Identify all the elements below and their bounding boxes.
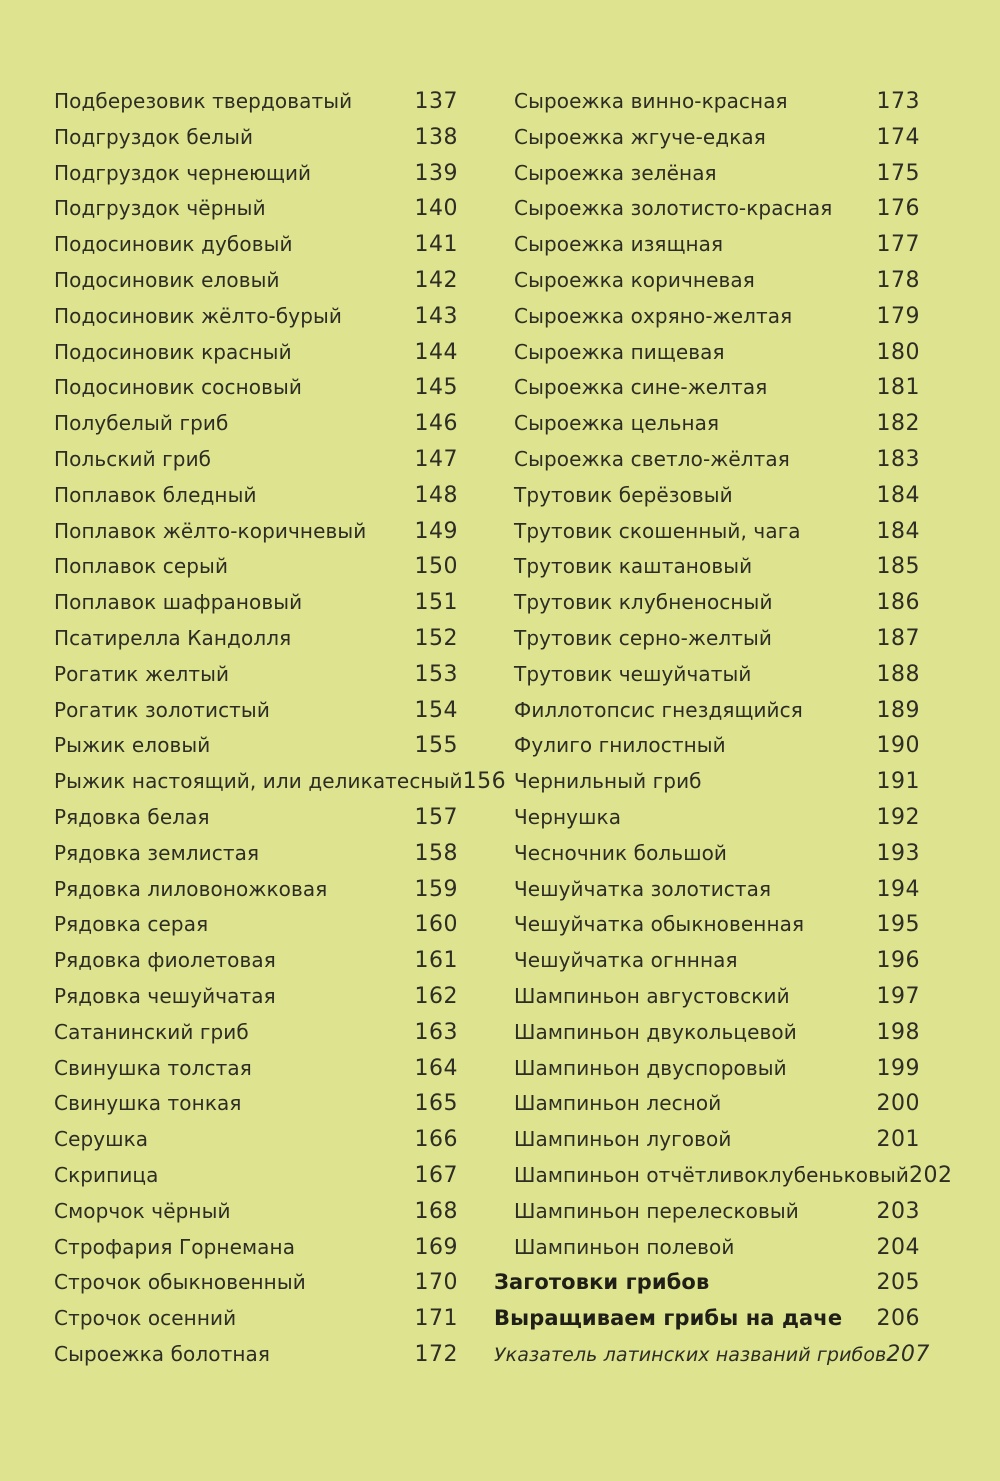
toc-entry-page-number: 206 [876,1306,920,1332]
toc-entry [494,120,920,156]
toc-entry [494,836,920,872]
toc-entry-page-number: 203 [876,1198,920,1224]
toc-entry [494,907,920,943]
toc-entry [54,872,458,908]
toc-entry-page-number: 159 [414,876,458,902]
toc-entry [494,872,920,908]
toc-entry-page-number: 139 [414,160,458,186]
toc-entry [494,227,920,263]
toc-entry-page-number: 157 [414,804,458,830]
toc-entry [494,764,920,800]
toc-entry-page-number: 148 [414,482,458,508]
toc-entry [54,299,458,335]
toc-entry-page-number: 146 [414,411,458,437]
toc-entry-title: Строчок обыкновенный [54,1270,306,1295]
toc-entry [54,335,458,371]
toc-entry-title: Поплавок серый [54,554,229,579]
toc-entry-page-number: 196 [876,948,920,974]
toc-entry-title: Подберезовик твердоватый [54,89,353,113]
toc-entry-page-number: 137 [414,89,458,114]
toc-entry [494,1051,920,1087]
toc-entry-page-number: 143 [414,303,458,329]
toc-entry-page-number: 175 [876,160,920,186]
toc-entry-page-number: 183 [876,446,920,472]
toc-entry-title: Рогатик желтый [54,661,230,686]
toc-entry-page-number: 179 [876,303,920,329]
toc-entry [494,1015,920,1051]
toc-entry-title: Поплавок жёлто-коричневый [54,518,367,543]
toc-entry-title: Подосиновик красный [54,339,292,364]
toc-entry-title: Серушка [54,1127,149,1152]
toc-entry-title: Указатель латинских названий грибов [494,1343,887,1366]
toc-entry [494,191,920,227]
toc-entry-title: Подгруздок чёрный [54,196,266,221]
toc-entry-page-number: 173 [876,89,920,114]
toc-entry [494,1230,920,1266]
toc-entry-title: Псатирелла Кандолля [54,625,292,650]
toc-entry-page-number: 181 [876,375,920,401]
toc-entry-title: Чешуйчатка огннная [514,948,738,973]
toc-entry [54,478,458,514]
toc-entry-page-number: 140 [414,196,458,222]
toc-entry-title: Рядовка лиловоножковая [54,876,328,901]
toc-entry-title: Шампиньон отчётливоклубеньковый [514,1162,909,1187]
toc-entry [494,406,920,442]
toc-entry [54,1337,458,1373]
toc-entry-page-number: 195 [876,912,920,938]
toc-entry-page-number: 147 [414,446,458,472]
toc-entry-page-number: 191 [876,769,920,795]
toc-entry-page-number: 176 [876,196,920,222]
toc-entry-title: Рядовка белая [54,804,210,829]
toc-entry [54,1086,458,1122]
toc-entry-title: Подосиновик сосновый [54,375,302,400]
toc-entry [54,621,458,657]
toc-entry-title: Строфария Горнемана [54,1234,296,1259]
toc-entry-page-number: 154 [414,697,458,723]
toc-entry-page-number: 189 [876,697,920,723]
toc-entry [54,370,458,406]
toc-entry [494,549,920,585]
toc-entry-title: Польский гриб [54,446,212,471]
toc-entry-title: Филлотопсис гнездящийся [514,697,803,722]
toc-entry [494,657,920,693]
toc-entry-page-number: 186 [876,590,920,616]
toc-entry-page-number: 163 [414,1019,458,1045]
toc-entry-title: Заготовки грибов [494,1270,710,1295]
toc-entry [54,1015,458,1051]
toc-entry-title: Шампиньон двуспоровый [514,1055,787,1080]
toc-entry-title: Подосиновик жёлто-бурый [54,303,343,328]
toc-entry-page-number: 197 [876,983,920,1009]
toc-entry-page-number: 190 [876,733,920,759]
toc-entry [494,1086,920,1122]
toc-entry-title: Рядовка землистая [54,840,260,865]
toc-entry-title: Свинушка тонкая [54,1091,242,1116]
toc-entry-page-number: 164 [414,1055,458,1081]
toc-entry [54,764,507,800]
toc-entry [494,693,920,729]
toc-entry-title: Трутовик каштановый [514,554,753,579]
toc-entry [494,442,920,478]
toc-entry [54,1301,458,1337]
toc-entry [494,1158,953,1194]
toc-entry-title: Трутовик серно-желтый [514,625,773,650]
toc-entry-title: Сыроежка зелёная [514,160,717,185]
toc-entry [54,800,458,836]
toc-entry-page-number: 152 [414,625,458,651]
toc-entry [494,335,920,371]
toc-entry [494,1301,920,1337]
toc-entry-page-number: 171 [414,1306,458,1332]
toc-entry-page-number: 192 [876,804,920,830]
toc-entry-page-number: 162 [414,983,458,1009]
toc-entry [494,1265,920,1301]
toc-entry-page-number: 166 [414,1127,458,1153]
toc-entry-title: Рядовка серая [54,912,209,937]
toc-entry-title: Сыроежка болотная [54,1341,271,1366]
toc-entry-page-number: 149 [414,518,458,544]
toc-entry [494,943,920,979]
toc-entry-page-number: 185 [876,554,920,580]
toc-entry-title: Подосиновик дубовый [54,232,293,257]
toc-entry [494,585,920,621]
toc-entry-page-number: 199 [876,1055,920,1081]
toc-entry-page-number: 170 [414,1270,458,1296]
toc-entry [494,370,920,406]
toc-entry-title: Поплавок бледный [54,482,257,507]
toc-entry-page-number: 198 [876,1019,920,1045]
toc-entry-title: Сыроежка светло-жёлтая [514,446,790,471]
toc-entry-page-number: 168 [414,1198,458,1224]
toc-entry [494,478,920,514]
toc-entry-title: Чесночник большой [514,840,728,865]
toc-entry [494,156,920,192]
toc-entry-page-number: 167 [414,1162,458,1188]
toc-entry [494,1122,920,1158]
toc-entry-page-number: 138 [414,124,458,150]
toc-entry [54,549,458,585]
toc-entry-title: Шампиньон полевой [514,1234,735,1259]
toc-entry-title: Строчок осенний [54,1306,237,1331]
toc-entry-title: Чернильный гриб [514,769,702,794]
toc-entry-title: Шампиньон августовский [514,983,790,1008]
toc-entry-title: Рыжик еловый [54,733,211,758]
toc-entry-title: Подгруздок белый [54,124,254,149]
toc-entry [54,693,458,729]
toc-entry-page-number: 178 [876,267,920,293]
toc-entry [494,263,920,299]
toc-entry [494,728,920,764]
toc-entry [54,1194,458,1230]
toc-entry-title: Поплавок шафрановый [54,590,303,615]
toc-entry-title: Трутовик берёзовый [514,482,733,507]
toc-entry-title: Подгруздок чернеющий [54,160,312,185]
toc-entry-title: Сыроежка пищевая [514,339,725,364]
toc-entry [494,84,920,120]
toc-entry [494,621,920,657]
toc-entry [54,1122,458,1158]
toc-entry-title: Полубелый гриб [54,411,229,436]
toc-entry-title: Сморчок чёрный [54,1198,231,1223]
toc-entry [54,979,458,1015]
toc-entry [494,1337,930,1373]
toc-entry [54,585,458,621]
toc-entry-title: Рогатик золотистый [54,697,270,722]
toc-entry-page-number: 160 [414,912,458,938]
toc-entry [54,657,458,693]
toc-entry-page-number: 187 [876,625,920,651]
toc-entry-title: Сыроежка цельная [514,411,720,436]
toc-entry-title: Чернушка [514,804,622,829]
toc-entry-title: Сыроежка изящная [514,232,724,257]
toc-entry-title: Чешуйчатка обыкновенная [514,912,805,937]
toc-entry-page-number: 144 [414,339,458,365]
toc-entry-page-number: 145 [414,375,458,401]
toc-entry [54,263,458,299]
toc-entry-title: Шампиньон лесной [514,1091,722,1116]
toc-entry [54,120,458,156]
toc-entry-title: Свинушка толстая [54,1055,252,1080]
toc-entry-title: Шампиньон луговой [514,1127,732,1152]
toc-entry-page-number: 169 [414,1234,458,1260]
toc-entry-title: Фулиго гнилостный [514,733,726,758]
toc-entry-page-number: 204 [876,1234,920,1260]
toc-entry-title: Чешуйчатка золотистая [514,876,772,901]
toc-entry [54,907,458,943]
toc-entry [54,406,458,442]
toc-entry-page-number: 188 [876,661,920,687]
toc-entry [54,84,458,120]
toc-entry-page-number: 201 [876,1127,920,1153]
toc-entry-page-number: 142 [414,267,458,293]
toc-entry-page-number: 177 [876,232,920,258]
toc-entry-page-number: 172 [414,1341,458,1367]
toc-entry [54,191,458,227]
toc-entry-title: Сатанинский гриб [54,1019,249,1044]
toc-entry-page-number: 202 [909,1162,953,1188]
toc-entry-page-number: 205 [876,1270,920,1296]
toc-entry [54,1265,458,1301]
toc-right-column [494,84,953,1373]
toc-entry [54,728,458,764]
toc-entry-title: Трутовик клубненосный [514,590,773,615]
toc-entry-page-number: 161 [414,948,458,974]
toc-entry [54,156,458,192]
toc-entry [54,227,458,263]
toc-entry [494,299,920,335]
toc-entry-page-number: 180 [876,339,920,365]
toc-left-column [54,84,507,1373]
toc-entry-page-number: 182 [876,411,920,437]
toc-entry [54,1051,458,1087]
toc-entry-title: Рыжик настоящий, или деликатесный [54,769,463,794]
toc-entry-title: Сыроежка сине-желтая [514,375,768,400]
toc-entry-page-number: 184 [876,518,920,544]
toc-entry-page-number: 165 [414,1091,458,1117]
toc-entry-title: Выращиваем грибы на даче [494,1306,843,1331]
toc-entry-page-number: 150 [414,554,458,580]
toc-entry-page-number: 153 [414,661,458,687]
toc-entry-title: Сыроежка жгуче-едкая [514,124,766,149]
toc-entry-page-number: 193 [876,840,920,866]
toc-entry [54,1230,458,1266]
toc-entry-title: Сыроежка охряно-желтая [514,303,793,328]
toc-entry-page-number: 207 [886,1341,930,1367]
toc-entry-page-number: 184 [876,482,920,508]
toc-entry [54,1158,458,1194]
toc-entry [54,943,458,979]
toc-entry-page-number: 194 [876,876,920,902]
toc-entry-page-number: 174 [876,124,920,150]
toc-entry-title: Шампиньон перелесковый [514,1198,799,1223]
toc-entry [54,514,458,550]
toc-entry-title: Трутовик чешуйчатый [514,661,752,686]
toc-entry-page-number: 158 [414,840,458,866]
toc-entry-page-number: 151 [414,590,458,616]
toc-entry [494,514,920,550]
toc-entry-title: Трутовик скошенный, чага [514,518,801,543]
toc-entry-page-number: 155 [414,733,458,759]
toc-entry [494,800,920,836]
toc-entry-title: Сыроежка коричневая [514,267,755,292]
toc-entry-page-number: 156 [462,769,507,795]
toc-entry-title: Сыроежка винно-красная [514,89,788,113]
toc-entry-page-number: 200 [876,1091,920,1117]
toc-entry-title: Шампиньон двукольцевой [514,1019,797,1044]
toc-entry [54,836,458,872]
toc-entry-page-number: 141 [414,232,458,258]
toc-entry-title: Подосиновик еловый [54,267,280,292]
toc-entry [54,442,458,478]
toc-entry [494,1194,920,1230]
toc-entry-title: Рядовка чешуйчатая [54,983,276,1008]
toc-entry-title: Сыроежка золотисто-красная [514,196,833,221]
toc-entry-title: Скрипица [54,1162,159,1187]
toc-entry-title: Рядовка фиолетовая [54,948,276,973]
toc-entry [494,979,920,1015]
